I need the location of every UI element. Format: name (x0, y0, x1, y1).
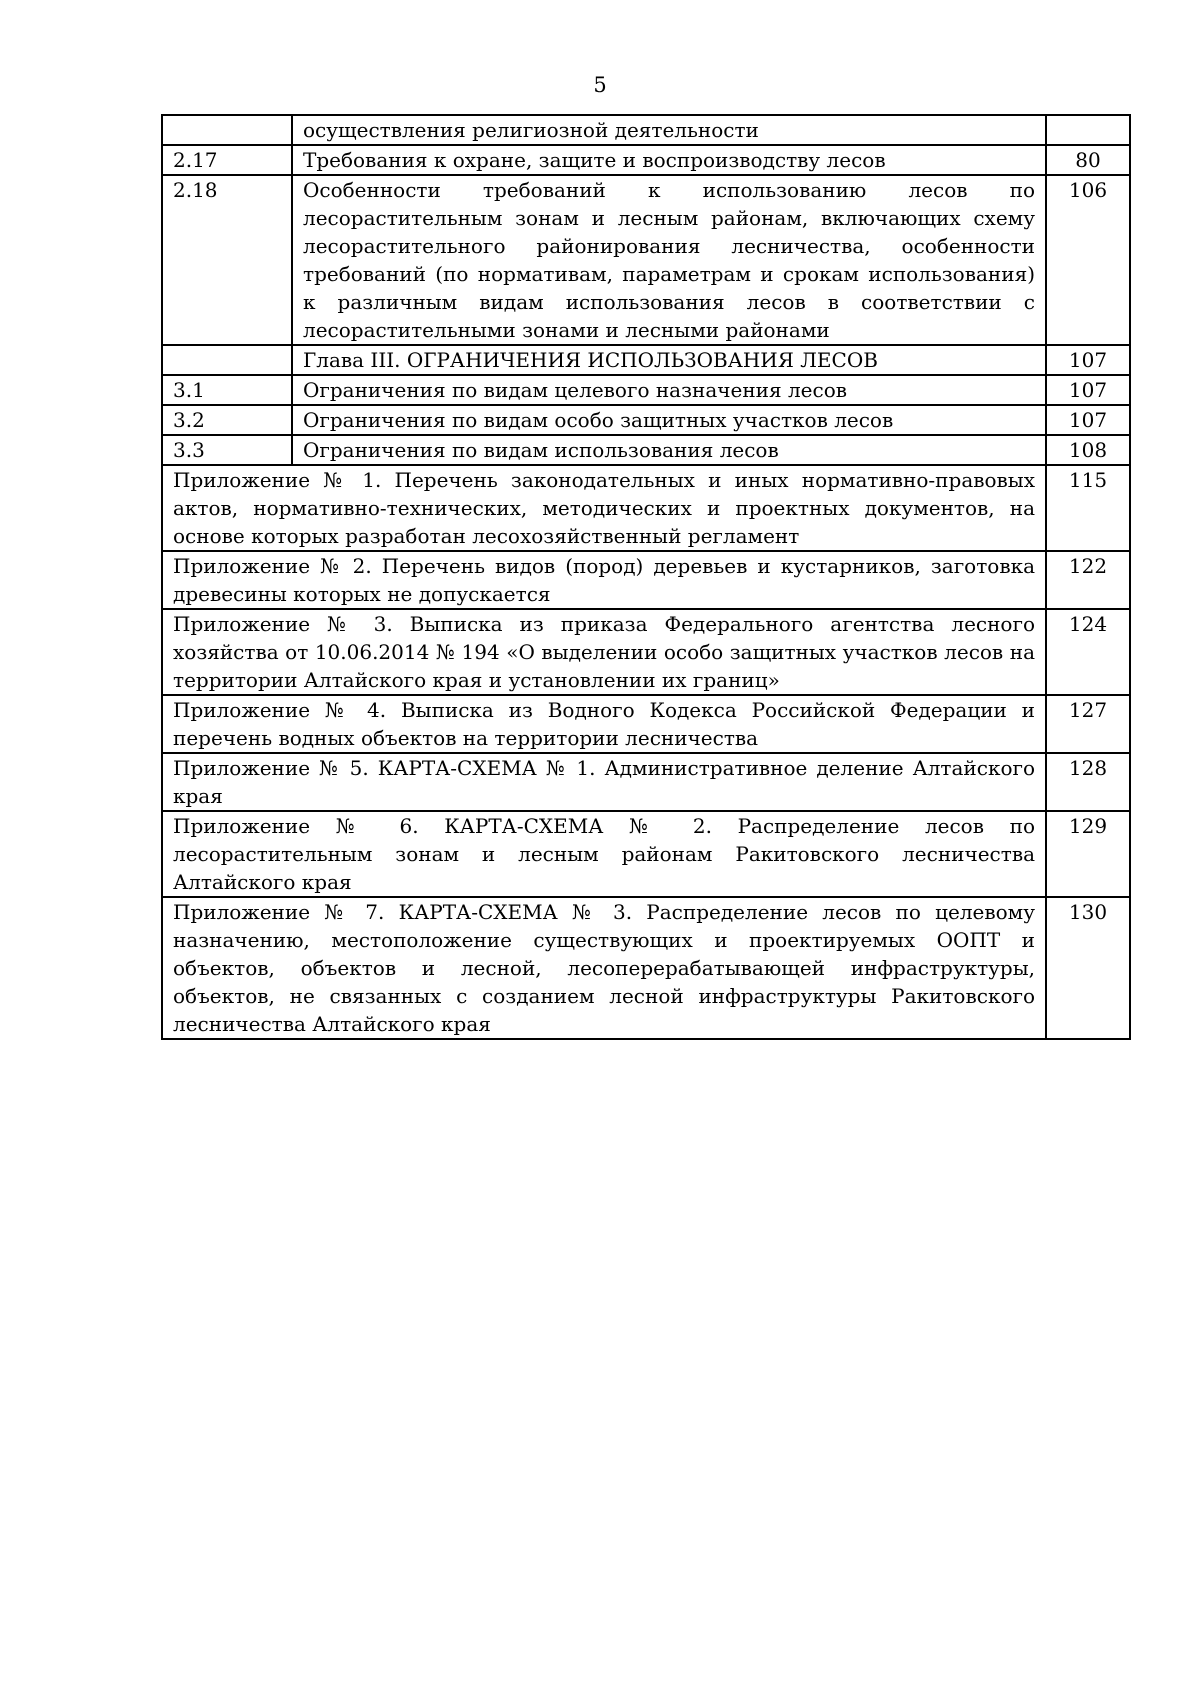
appendix-title: Приложение № 1. Перечень законодательных и иных нормативно-правовых актов, нормативно-технических, методических и проектных документов, на основе которых разработан лесохозяйственный регламент (162, 465, 1046, 551)
appendix-row (162, 695, 1130, 753)
section-number: 3.2 (162, 405, 292, 435)
toc-row (162, 115, 1130, 145)
appendix-title: Приложение № 2. Перечень видов (пород) деревьев и кустарников, заготовка древесины которых не допускается (162, 551, 1046, 609)
section-number: 2.18 (162, 175, 292, 345)
section-number: 3.1 (162, 375, 292, 405)
toc-row (162, 175, 1130, 345)
section-number: 3.3 (162, 435, 292, 465)
section-title: осуществления религиозной деятельности (292, 115, 1046, 145)
page-ref: 107 (1046, 345, 1130, 375)
page-ref: 127 (1046, 695, 1130, 753)
appendix-row (162, 465, 1130, 551)
toc-row (162, 435, 1130, 465)
appendix-title: Приложение № 4. Выписка из Водного Кодекса Российской Федерации и перечень водных объектов на территории лесничества (162, 695, 1046, 753)
section-title: Ограничения по видам целевого назначения лесов (292, 375, 1046, 405)
appendix-title: Приложение № 5. КАРТА-СХЕМА № 1. Административное деление Алтайского края (162, 753, 1046, 811)
page-ref (1046, 115, 1130, 145)
page-ref: 124 (1046, 609, 1130, 695)
section-number (162, 115, 292, 145)
page-number: 5 (593, 73, 607, 97)
page-ref: 122 (1046, 551, 1130, 609)
page-ref: 107 (1046, 375, 1130, 405)
toc-row (162, 405, 1130, 435)
page-ref: 129 (1046, 811, 1130, 897)
page-ref: 106 (1046, 175, 1130, 345)
chapter-title: Глава III. ОГРАНИЧЕНИЯ ИСПОЛЬЗОВАНИЯ ЛЕСОВ (292, 345, 1046, 375)
appendix-row (162, 811, 1130, 897)
section-title: Особенности требований к использованию лесов по лесорастительным зонам и лесным районам, включающих схему лесорастительного районирования лесничества, особенности требований (по нормативам, параметрам и срокам использования) к различным видам использования лесов в соответствии с лесорастительными зонами и лесными районами (292, 175, 1046, 345)
page-ref: 107 (1046, 405, 1130, 435)
toc-row (162, 345, 1130, 375)
appendix-title: Приложение № 7. КАРТА-СХЕМА № 3. Распределение лесов по целевому назначению, местоположение существующих и проектируемых ООПТ и объектов, объектов и лесной, лесоперерабатывающей инфраструктуры, объектов, не связанных с созданием лесной инфраструктуры Ракитовского лесничества Алтайского края (162, 897, 1046, 1039)
appendix-row (162, 753, 1130, 811)
page-ref: 80 (1046, 145, 1130, 175)
page-ref: 115 (1046, 465, 1130, 551)
page-ref: 108 (1046, 435, 1130, 465)
toc-row (162, 375, 1130, 405)
section-title: Ограничения по видам использования лесов (292, 435, 1046, 465)
appendix-title: Приложение № 6. КАРТА-СХЕМА № 2. Распределение лесов по лесорастительным зонам и лесным районам Ракитовского лесничества Алтайского края (162, 811, 1046, 897)
table-of-contents (161, 114, 1131, 1040)
page-ref: 128 (1046, 753, 1130, 811)
appendix-row (162, 551, 1130, 609)
page-ref: 130 (1046, 897, 1130, 1039)
appendix-row (162, 897, 1130, 1039)
section-title: Требования к охране, защите и воспроизводству лесов (292, 145, 1046, 175)
toc-row (162, 145, 1130, 175)
appendix-title: Приложение № 3. Выписка из приказа Федерального агентства лесного хозяйства от 10.06.2014 № 194 «О выделении особо защитных участков лесов на территории Алтайского края и установлении их границ» (162, 609, 1046, 695)
section-number: 2.17 (162, 145, 292, 175)
section-title: Ограничения по видам особо защитных участков лесов (292, 405, 1046, 435)
appendix-row (162, 609, 1130, 695)
section-number (162, 345, 292, 375)
